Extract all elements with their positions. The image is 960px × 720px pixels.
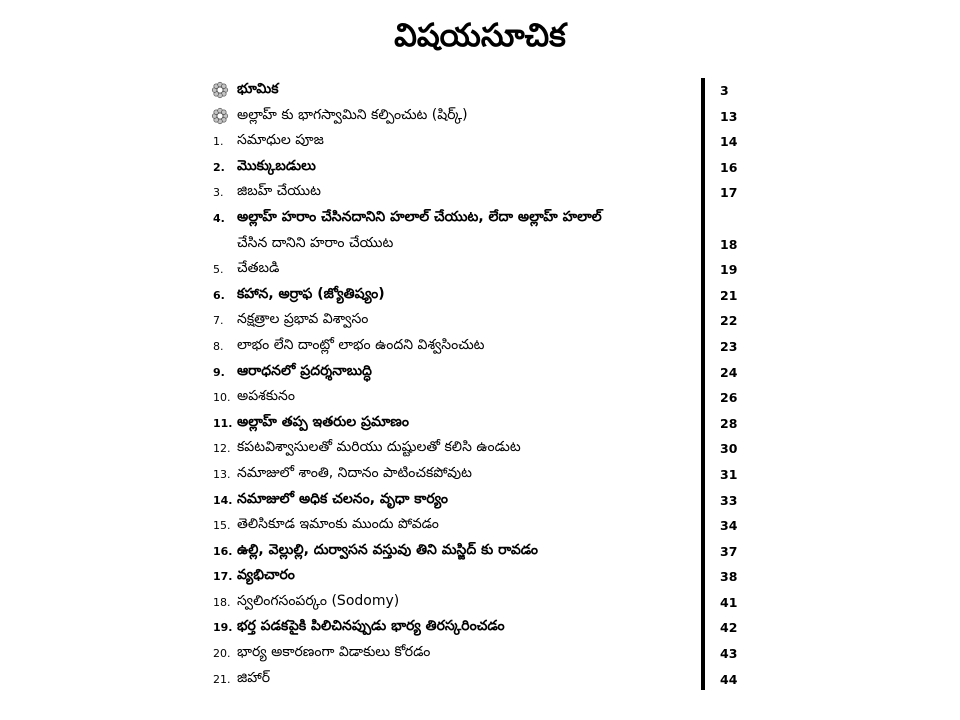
toc-entry-title: సమాధుల పూజ [237,132,324,149]
toc-entry [205,461,745,487]
toc-entry-title: స్వలింగసంపర్కం (Sodomy) [237,592,400,609]
toc-entry-title: నక్షత్రాల ప్రభావ విశ్వాసం [237,311,369,328]
toc-page-number: 42 [720,620,738,636]
toc-page-number: 13 [720,108,738,124]
toc-entry-number: 4. [213,211,225,225]
toc-entry [205,333,745,359]
toc-entry [205,666,745,692]
toc-entry-title: అల్లాహ్ హరాం చేసినదానిని హలాల్ చేయుట, లేదా అల్లాహ్ హలాల్ [237,208,602,225]
toc-entry-number: 16. [213,544,233,558]
toc-entry-title: చేతబడి [237,260,280,277]
toc-entry-number: 5. [213,263,224,277]
flower-icon [211,81,229,99]
toc-entry-number: 12. [213,442,231,456]
toc-entry-number: 17. [213,570,233,584]
toc-page-number: 18 [720,236,738,252]
toc-entry-number: 14. [213,493,233,507]
toc-entry-title: అపశకునం [237,388,295,405]
toc-entry-number: 7. [213,314,224,328]
toc-entry [205,282,745,308]
toc-entry [205,179,745,205]
toc-entry-title: అల్లాహ్ కు భాగస్వామిని కల్పించుట (షిర్క్) [237,106,468,123]
toc-entry [205,487,745,513]
toc-page-number: 26 [720,390,738,406]
toc-entry-number: 18. [213,595,231,609]
toc-page-number: 17 [720,185,738,201]
toc-page-number: 3 [720,83,729,98]
table-of-contents [205,77,745,691]
toc-entry-title: తెలిసికూడ ఇమాంకు ముందు పోవడం [237,516,439,533]
toc-entry [205,154,745,180]
toc-entry [205,359,745,385]
flower-icon [211,107,229,125]
toc-page-number: 24 [720,364,738,380]
toc-entry [205,205,745,231]
toc-entry-title: భూమిక [237,81,279,97]
toc-entry-title: నమాజులో శాంతి, నిదానం పాటించకపోవుట [237,464,472,481]
toc-entry-title: కహాన, అర్రాఫ (జ్యోతిష్యం) [237,285,385,302]
toc-entry [205,307,745,333]
toc-entry [205,77,745,103]
toc-page-number: 19 [720,262,738,278]
toc-page-number: 22 [720,313,738,329]
toc-page-number: 43 [720,646,738,662]
toc-page-number: 21 [720,287,738,303]
toc-entry [205,614,745,640]
toc-entry-number: 6. [213,288,225,302]
toc-entry-number: 15. [213,519,231,533]
toc-page-number: 30 [720,441,738,457]
toc-entry-number: 10. [213,391,231,405]
toc-page-number: 37 [720,543,738,559]
toc-entry-title: మొక్కుబడులు [237,157,316,174]
toc-page-number: 41 [720,594,738,610]
toc-entry-title: కపటవిశ్వాసులతో మరియు దుష్టులతో కలిసి ఉండుట [237,439,521,456]
toc-entry-title: జిహార్ [237,669,270,686]
toc-entry [205,512,745,538]
toc-entry-title: అల్లాహ్ తప్ప ఇతరుల ప్రమాణం [237,413,409,430]
toc-page-number: 23 [720,338,738,354]
toc-page-number: 34 [720,518,738,534]
toc-entry-number: 8. [213,339,224,353]
toc-entry [205,256,745,282]
toc-entry-number: 1. [213,135,224,149]
toc-entry-title-continued: చేసిన దానిని హరాం చేయుట [237,234,394,251]
toc-entry [205,384,745,410]
toc-entry-title: వ్యభిచారం [237,567,295,584]
toc-entry-number: 19. [213,621,233,635]
page-title: విషయసూచిక [394,16,566,54]
toc-entry-title: నమాజులో అధిక చలనం, వృధా కార్యం [237,490,448,507]
toc-page-number: 38 [720,569,738,585]
toc-entry-continuation [205,231,745,257]
toc-entry [205,103,745,129]
toc-entry-number: 20. [213,647,231,661]
toc-entry-number: 9. [213,365,225,379]
toc-entry [205,410,745,436]
toc-entry-number: 21. [213,672,231,686]
toc-entry-number: 11. [213,416,233,430]
toc-entry [205,589,745,615]
toc-entry-title: ఆరాధనలో ప్రదర్శనాబుద్ధి [237,362,372,379]
toc-entry [205,538,745,564]
toc-page-number: 33 [720,492,738,508]
toc-entry [205,563,745,589]
toc-entry-title: ఉల్లి, వెల్లుల్లి, దుర్వాసన వస్తువు తిని మస్జిద్ కు రావడం [237,541,539,558]
toc-entry-title: భర్త పడకపైకి పిలిచినప్పుడు భార్య తిరస్కరించడం [237,618,505,635]
toc-page-number: 44 [720,671,738,687]
toc-entry-title: భార్య అకారణంగా విడాకులు కోరడం [237,644,431,661]
toc-entry-number: 13. [213,467,231,481]
toc-entry-number: 2. [213,160,225,174]
toc-entry-number: 3. [213,186,224,200]
toc-entry [205,435,745,461]
toc-entry-title: లాభం లేని దాంట్లో లాభం ఉందని విశ్వసించుట [237,336,485,353]
toc-page-number: 16 [720,159,738,175]
toc-entry-title: జిబహ్ చేయుట [237,183,321,200]
toc-page-number: 14 [720,134,738,150]
toc-page-number: 31 [720,466,738,482]
toc-entry [205,128,745,154]
toc-entry [205,640,745,666]
toc-page-number: 28 [720,415,738,431]
